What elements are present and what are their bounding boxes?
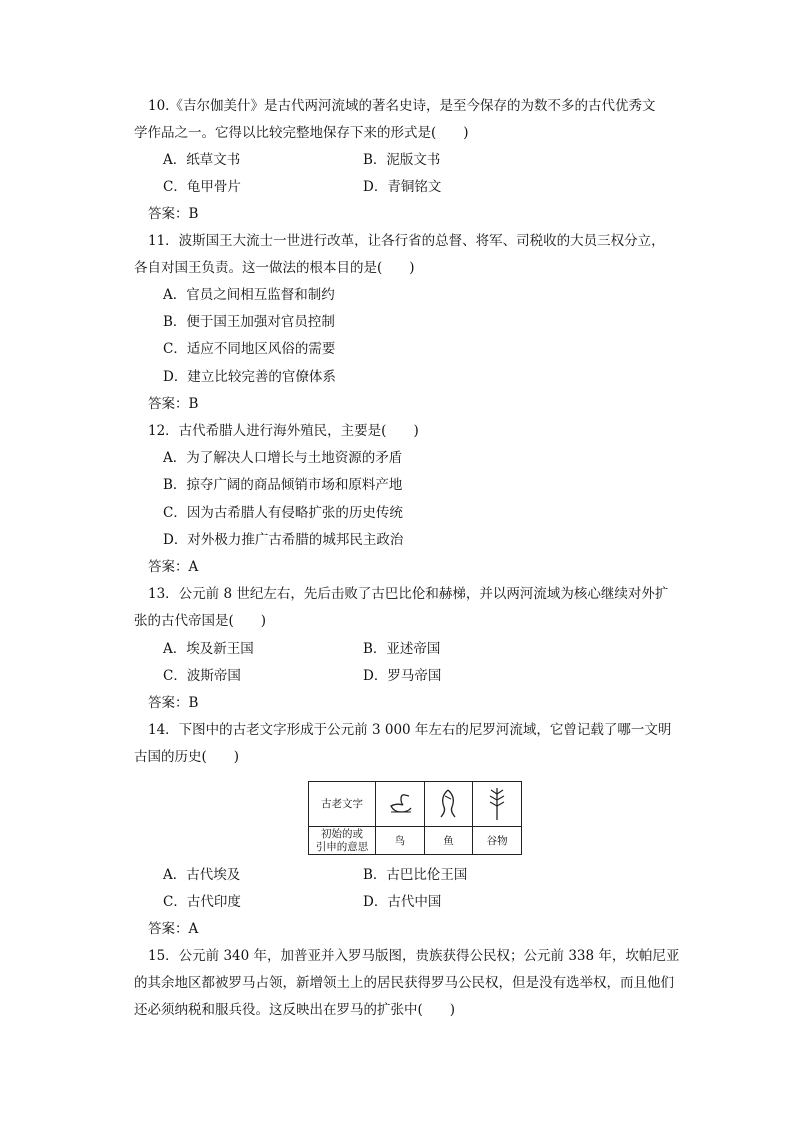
- q14-stem-line1: 14．下图中的古老文字形成于公元前 3 000 年左右的尼罗河流域，它曾记载了哪一文明: [148, 722, 672, 738]
- q13-option-d: D．罗马帝国: [363, 668, 442, 684]
- glyph-cell-grain: [473, 782, 522, 827]
- q11-option-d: D．建立比较完善的官僚体系: [163, 369, 336, 385]
- q12-option-c: C．因为古希腊人有侵略扩张的历史传统: [163, 505, 403, 521]
- q10-option-d: D．青铜铭文: [363, 179, 442, 195]
- q13-stem-line2: 张的古代帝国是( ): [134, 613, 267, 629]
- q13-stem-line1: 13．公元前 8 世纪左右，先后击败了古巴比伦和赫梯，并以两河流域为核心继续对外扩: [148, 586, 669, 602]
- q11-stem-line1: 11．波斯国王大流士一世进行改革，让各行省的总督、将军、司税收的大员三权分立，: [148, 233, 665, 249]
- q10-option-b: B．泥版文书: [363, 152, 441, 168]
- table-header-script: 古老文字: [309, 782, 376, 827]
- q10-stem-line1: 10.《吉尔伽美什》是古代两河流域的著名史诗，是至今保存的为数不多的古代优秀文: [148, 98, 656, 114]
- q12-option-a: A．为了解决人口增长与土地资源的矛盾: [163, 450, 403, 466]
- q15-stem-line1: 15．公元前 340 年，加普亚并入罗马版图，贵族获得公民权；公元前 338 年，坎帕尼亚: [148, 948, 680, 964]
- ancient-script-table: [308, 781, 522, 855]
- q14-option-d: D．古代中国: [363, 894, 442, 910]
- q10-option-a: A．纸草文书: [163, 152, 241, 168]
- q14-answer: 答案：A: [148, 921, 199, 937]
- grain-glyph-icon: [482, 786, 512, 822]
- glyph-cell-bird: [376, 782, 425, 827]
- meaning-bird: 鸟: [376, 827, 425, 855]
- q11-stem-line2: 各自对国王负责。这一做法的根本目的是( ): [134, 260, 415, 276]
- glyph-cell-fish: [424, 782, 473, 827]
- q13-answer: 答案：B: [148, 695, 199, 711]
- q15-stem-line3: 还必须纳税和服兵役。这反映出在罗马的扩张中( ): [134, 1002, 456, 1018]
- q10-option-c: C．龟甲骨片: [163, 179, 241, 195]
- q11-option-a: A．官员之间相互监督和制约: [163, 287, 335, 303]
- q11-option-b: B．便于国王加强对官员控制: [163, 314, 335, 330]
- q12-option-b: B．掠夺广阔的商品倾销市场和原料产地: [163, 477, 403, 493]
- q12-stem-line1: 12．古代希腊人进行海外殖民，主要是( ): [148, 423, 419, 439]
- meaning-grain: 谷物: [473, 827, 522, 855]
- meaning-fish: 鱼: [424, 827, 473, 855]
- q14-option-a: A．古代埃及: [163, 867, 241, 883]
- q13-option-b: B．亚述帝国: [363, 641, 441, 657]
- q12-answer: 答案：A: [148, 559, 199, 575]
- q10-stem-line2: 学作品之一。它得以比较完整地保存下来的形式是( ): [134, 125, 469, 141]
- q11-option-c: C．适应不同地区风俗的需要: [163, 341, 336, 357]
- q12-option-d: D．对外极力推广古希腊的城邦民主政治: [163, 532, 404, 548]
- q11-answer: 答案：B: [148, 396, 199, 412]
- q14-option-b: B．古巴比伦王国: [363, 867, 468, 883]
- fish-glyph-icon: [433, 787, 463, 821]
- table-header-meaning: 初始的或 引申的意思: [309, 827, 376, 855]
- bird-glyph-icon: [385, 789, 415, 819]
- q14-option-c: C．古代印度: [163, 894, 241, 910]
- q13-option-c: C．波斯帝国: [163, 668, 241, 684]
- q13-option-a: A．埃及新王国: [163, 641, 254, 657]
- q10-answer: 答案：B: [148, 206, 199, 222]
- q14-stem-line2: 古国的历史( ): [134, 749, 240, 765]
- q15-stem-line2: 的其余地区都被罗马占领，新增领土上的居民获得罗马公民权，但是没有选举权，而且他们: [134, 975, 674, 991]
